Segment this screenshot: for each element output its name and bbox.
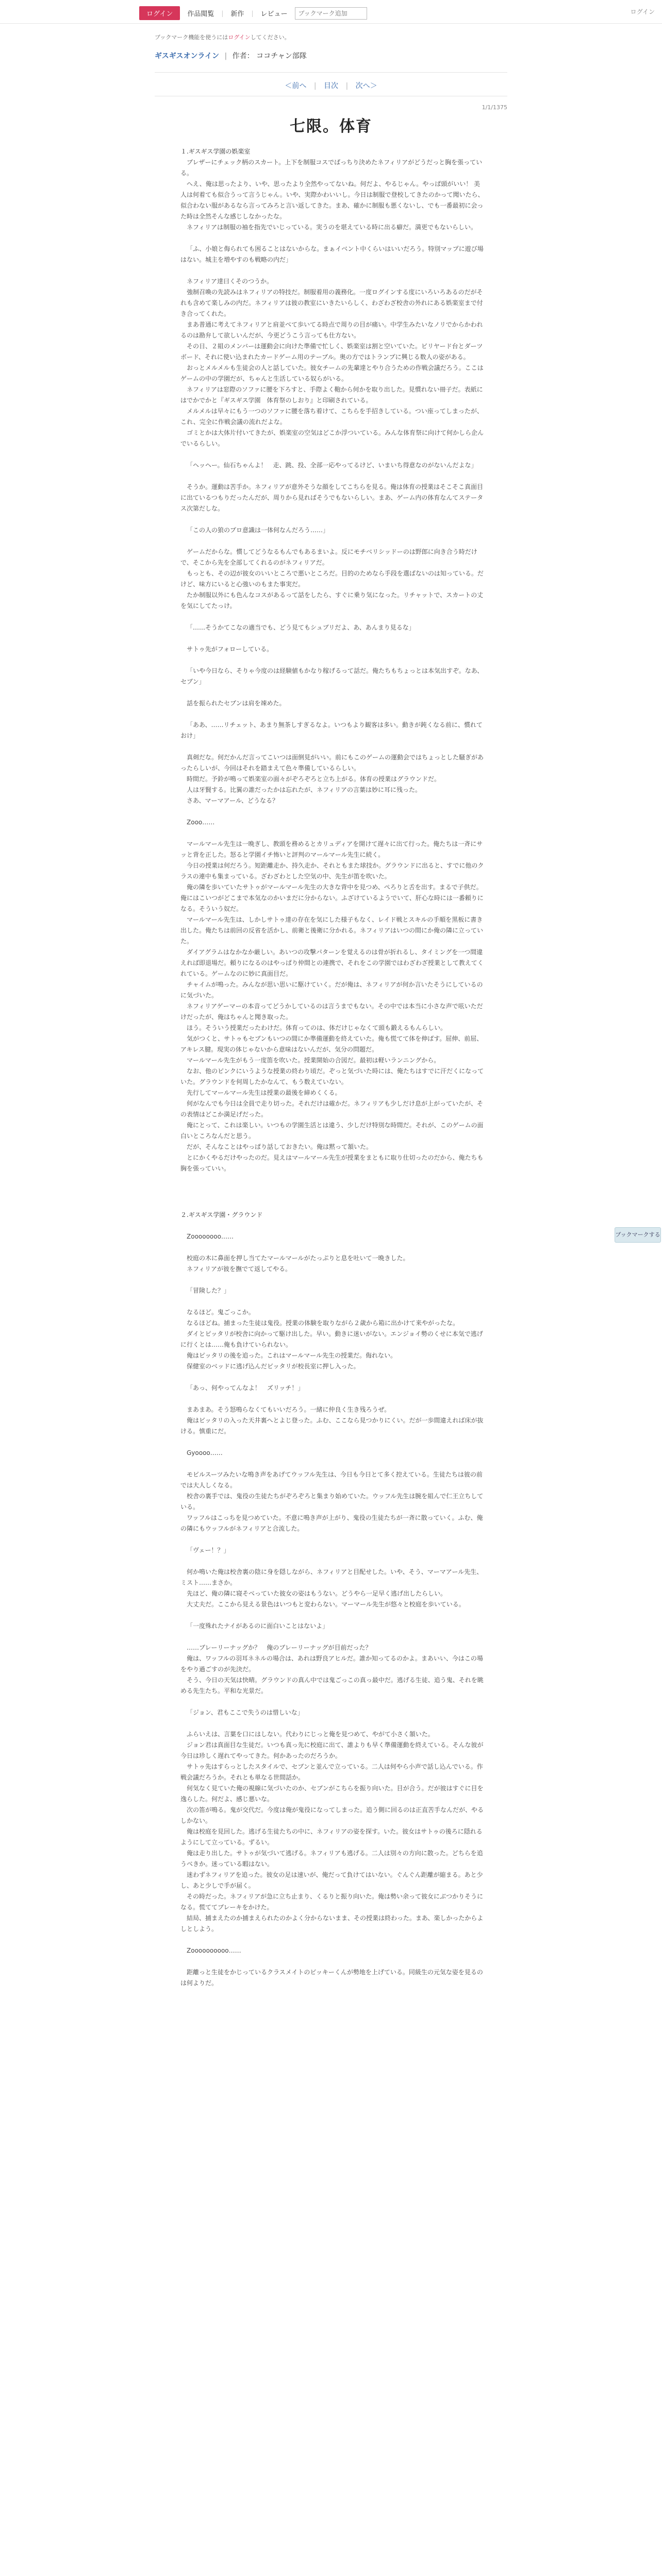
notice-login-link[interactable]: ログイン [228, 34, 251, 41]
body-paragraph: メルメルは早々にもう一つのソファに腰を落ち着けて、こちらを手招きしている。つい座ってしまったが、これ、完全に作戦会議の流れだよな。 [180, 408, 483, 426]
body-paragraph: ネフィリアは制服の袖を指先でいじっている。実うのを堪えている時に出る癖だ。満更でもないらしい。 [187, 224, 477, 231]
body-paragraph: 次の笛が鳴る。鬼が交代だ。今度は俺が鬼役になってしまった。追う側に回るのは正直苦手なんだが、やるしかない。 [180, 1806, 484, 1824]
body-paragraph: 俺はビッタリの入った天井裏へとよじ登った。ふむ、ここなら見つかりにくい。だが一歩間違えれば床が抜ける。慎重にだ。 [180, 1417, 484, 1435]
notice-suffix: してください。 [250, 34, 290, 41]
next-chapter-link[interactable]: 次へ＞ [355, 82, 377, 90]
body-paragraph: ブレザーにチェック柄のスカート。上下を制服コスでばっちり決めたネフィリアがどうだっと胸を張っている。 [180, 159, 483, 177]
body-paragraph: ダイとピッタリが校舎に向かって駆け出した。早い。動きに迷いがない。エンジョイ勢のくせに本気で逃げに行くとは……俺も負けていられない。 [180, 1330, 483, 1348]
body-paragraph: 人は牙賢する。比翼の誰だったかは忘れたが、ネフィリアの言葉は妙に耳に残った。 [187, 786, 422, 793]
body-paragraph: 何か鳴いた俺は校舎裏の陰に身を隠しながら、ネフィリアと目配せした。いや、そう、マーマアール先生、ミスト……まさか。 [180, 1568, 483, 1586]
series-title-link[interactable]: ギスギスオンライン [155, 52, 220, 60]
blank-line [180, 233, 485, 244]
body-paragraph: ネフィリアは窓際のソファに腰を下ろすと、手際よく鞄から何かを取り出した。見慣れない冊子だ。表紙にはでかでかと『ギスギス学園 体育祭のしおり』と印刷されている。 [180, 386, 483, 404]
body-paragraph: 俺にとって、これは楽しい。いつもの学園生活とは違う、少しだけ特別な時間だ。それが、このゲームの面白いところなんだと思う。 [180, 1122, 484, 1140]
blank-line [180, 741, 485, 752]
blank-line [180, 1632, 485, 1642]
bookmark-login-notice [155, 33, 290, 41]
body-paragraph: マールマール先生がもう一度笛を吹いた。授業開始の合図だ。最初は軽いランニングから。 [187, 1057, 440, 1064]
body-paragraph: チャイムが鳴った。みんなが思い思いに駆けていく。だが俺は、ネフィリアが何か言いたそうにしているのに気づいた。 [180, 981, 483, 999]
blank-line [180, 655, 485, 666]
body-paragraph: まあ普通に考えてネフィリアと肩並べて歩いてる時点で周りの目が痛い。中学生みたいなノリでからかわれるのは勘弁して欲しいんだが、今更どうこう言っても仕方ない。 [180, 321, 483, 339]
bookmark-search-input[interactable] [295, 7, 367, 20]
blank-line [180, 1697, 485, 1707]
blank-line [180, 1174, 485, 1185]
body-paragraph: ジョン君は真面目な生徒だ。いつも真っ先に校庭に出て、誰よりも早く準備運動を終えている。そんな彼が今日は珍しく遅れてやってきた。何かあったのだろうか。 [180, 1741, 484, 1759]
blank-line [180, 1610, 485, 1621]
blank-line [180, 687, 485, 698]
body-paragraph: マールマール先生は一晩ぎし、教頭を務めるとカリュディアを開けて遅々に出て行った。俺たちは一斉にサッと背を正した。怒ると学園イチ怖いと評判のマールマール先生に続く。 [180, 840, 483, 858]
body-paragraph: サトゥ先はすらっとしたスタイルで、セブンと並んで立っている。二人は何やら小声で話し込んでいる。作戦会議だろうか。それとも単なる世間話か。 [180, 1763, 483, 1781]
body-paragraph: 校庭の木に鼻面を押し当てたマールマールがたっぷりと息を吐いて一晩きした。 [187, 1255, 409, 1262]
nav-link-review[interactable]: レビュー [260, 10, 288, 18]
body-paragraph: 俺の隣を歩いていたサトゥがマールマール先生の大きな背中を見つめ、ぺろりと舌を出す。まるで子供だ。俺にはこいつがどこまで本気なのかいまだに分からない。ふざけているようでいて、肝心な時には一番頼りになる。そういう奴だ。 [180, 884, 484, 912]
body-paragraph: 「この人の狼のプロ意識は一体何なんだろう……」 [187, 527, 329, 534]
body-paragraph: さあ、マーマアール、どうなる？ [187, 797, 278, 804]
nav-left-group [139, 6, 367, 20]
body-paragraph: 俺はピッタリの後を追った。これはマールマール先生の授業だ。侮れない。 [187, 1352, 397, 1359]
body-paragraph: なるほど。鬼ごっこか。 [187, 1309, 255, 1316]
blank-line [180, 1296, 485, 1307]
body-paragraph: ダイアグラムはなかなか厳しい。あいつの攻撃パターンを覚えるのは骨が折れるし、タイミングを一つ間違えれば即退場だ。頼りになるのはやっぱり仲間との連携で、それをこの学園ではわざわざ授業として教えてくれている。ゲームなのに妙に真面目だ。 [180, 948, 484, 977]
blank-line [180, 709, 485, 720]
body-paragraph: だが、そんなことはやっぱり話しておきたい。俺は黙って頷いた。 [187, 1143, 373, 1150]
login-button[interactable]: ログイン [139, 6, 180, 20]
body-paragraph: 今日の授業は何だろう。短距離走か、持久走か、それともまた球技か。グラウンドに出ると、すでに他のクラスの連中も集まっている。ざわざわとした空気の中、先生が笛を吹いた。 [180, 862, 484, 880]
blank-line [180, 1534, 485, 1545]
blank-line [180, 1437, 485, 1448]
body-paragraph: なお、他のピンクにいうような授業の終わり頃だ。ぞっと気づいた時には、俺たちはすでに汗だくになっていた。グラウンドを何周したかなんて、もう数えていない。 [180, 1067, 484, 1086]
body-paragraph: 「冒険した？」 [187, 1287, 230, 1294]
toc-link[interactable]: 目次 [324, 82, 338, 90]
body-paragraph: サトゥ先がフォローしている。 [187, 646, 273, 653]
author-name-link[interactable]: ココチャン部隊 [256, 52, 307, 60]
blank-line [180, 265, 485, 276]
body-paragraph: 「いや今日なら、そりゃ今度のは経験値もかなり稼げるって話だ。俺たちもちょっとは本気出すぞ。なあ、セブン」 [180, 667, 484, 685]
body-paragraph: 俺は、ワッフルの羽耳ネネルの場合は、あれは野良アヒルだ。誰か知ってるのかよ。まあいい、今はこの場をやり過ごすのが先決だ。 [180, 1655, 483, 1673]
body-paragraph: ワッフルはこっちを見つめていた。不意に鳴き声が上がり、鬼役の生徒たちが一斉に散っていく。ふむ、俺の隣にもウッフルがネフィリアと合流した。 [180, 1514, 483, 1532]
blank-line [180, 1394, 485, 1404]
blank-line [180, 536, 485, 547]
section-heading: １.ギスギス学園の娯楽室 [180, 148, 251, 155]
body-paragraph: 校舎の裏手では、鬼役の生徒たちがぞろぞろと集まり始めていた。ウッフル先生は腕を組んで仁王立ちしている。 [180, 1493, 484, 1511]
body-paragraph: Zooo…… [187, 819, 215, 826]
nav-separator: | [221, 9, 224, 17]
body-paragraph: たか制服以外にも色んなコスがあるって話をしたら、すぐに乗り気になった。リチャットで、スカートの丈を気にしてたっけ。 [180, 591, 484, 609]
pager-separator: | [345, 82, 349, 90]
body-paragraph: 「ふ、小娘と侮られても困ることはないからな。まぁイベント中くらいはいいだろう。特別マップに遊び場はない。城主を増やすのも戦略の内だ」 [180, 245, 484, 263]
breadcrumb [155, 50, 307, 61]
notice-prefix: ブックマーク機能を使うには [155, 34, 228, 41]
body-paragraph: ゲームだからな。慣してどうなるもんでもあるまいよ。反にモチベリシッドーのは野郎に向き合う時だけで、そこから先を全部してくれるのがネフィリアだ。 [180, 548, 477, 566]
blank-line [180, 1196, 485, 1207]
body-paragraph: ネフィリアゲーマーの本音ってどうかしているのは言うまでもない。その中では本当に小さな声で呟いただけだったが、俺はちゃんと聞き取った。 [180, 1003, 483, 1021]
body-paragraph: 「……そうかてこなの適当でも、どう見てもシュブリだよ、あ、あんまり見るな」 [187, 624, 415, 631]
body-paragraph: 真剣だな。何だかんだ言ってこいつは面倒見がいい。前にもこのゲームの運動会ではちょっとした騒ぎがあったらしいが、今回はそれを踏まえて色々準備しているらしい。 [180, 754, 484, 772]
prev-chapter-link[interactable]: ＜前へ [285, 82, 307, 90]
body-paragraph: ふらいえは、言葉を口にはしない。代わりにじっと俺を見つめて、やがて小さく頷いた。 [187, 1731, 434, 1738]
body-paragraph: その日、２組のメンバーは運動会に向けた準備で忙しく、娯楽室は割と空いていた。ビリヤード台とダーツボード、それに使い込まれたカードゲーム用のテーブル。奥の方ではトランプに興じる数人の姿がある。 [180, 343, 483, 361]
body-paragraph: ゴミとかは大体片付いてきたが、娯楽室の空気はどこか浮ついている。みんな体育祭に向けて何かしら企んでいるらしい。 [180, 429, 484, 447]
body-paragraph: 距離っと生徒をかじっているクラスメイトのビッキーくんが勢地を上げている。同級生の元気な姿を見るのは何よりだ。 [180, 1969, 483, 1987]
blank-line [180, 1185, 485, 1196]
body-paragraph: 結局、捕まえたのか捕まえられたのかよく分からないまま、その授業は終わった。まあ、楽しかったからよしとしよう。 [180, 1914, 484, 1933]
body-paragraph: 迷わずネフィリアを追った。彼女の足は速いが、俺だって負けてはいない。ぐんぐん距離が縮まる。あと少し、あと少しで手が届く。 [180, 1871, 483, 1889]
body-paragraph: そうか。運動は苦手か。ネフィリアが意外そうな顔をしてこちらを見る。俺は体育の授業はそこそこ真面目に出ているつもりだったんだが、周りから見ればそうでもないらしい。まあ、ゲーム内の体育なんてステータス次第だしな。 [180, 483, 484, 512]
header-right-login-link[interactable]: ログイン [630, 8, 655, 15]
body-paragraph: まあまあ。そう怒鳴らなくてもいいだろう。一緒に仲良く生き残ろうぜ。 [187, 1406, 391, 1413]
chapter-title: 七限。体育 [290, 117, 372, 135]
blank-line [180, 1718, 485, 1729]
blank-line [180, 828, 485, 839]
body-paragraph: 保健室のベッドに逃げ込んだビッタリが校長室に押し入った。 [187, 1363, 360, 1370]
body-paragraph: 話を振られたセブンは肩を竦めた。 [187, 700, 286, 707]
body-paragraph: おっとメルメルも生徒会の人と話していた。彼女チームの先輩達とやり合うための作戦会議だろう。ここはゲームの中の学園だが、ちゃんと生活している奴らがいる。 [180, 364, 484, 382]
body-paragraph: モビルスーツみたいな鳴き声をあげてウッフル先生は、今日も今日とて多く控えている。生徒たちは彼の前では大人しくなる。 [180, 1471, 483, 1489]
body-paragraph: 気がつくと、サトゥもセブンもいつの間にか準備運動を終えていた。俺も慌てて体を伸ばす。屈伸、前屈、アキレス腱。現実の体じゃないから意味はないんだが、気分の問題だ。 [180, 1035, 483, 1053]
body-paragraph: 何気なく見ていた俺の視線に気づいたのか、セブンがこちらを振り向いた。目が合う。だが彼はすぐに目を逸らした。何だよ、感じ悪いな。 [180, 1785, 484, 1803]
body-paragraph: ……ブレーリーナッグか？ 俺のブレーリーナッグが目前だった？ [187, 1644, 372, 1651]
body-paragraph: その時だった。ネフィリアが急に立ち止まり、くるりと振り向いた。俺は勢い余って彼女にぶつかりそうになる。慌ててブレーキをかけた。 [180, 1893, 484, 1911]
bookmark-button[interactable]: ブックマークする [615, 1227, 661, 1243]
body-paragraph: もっとも、その辺が彼女のいいところで悪いところだ。目的のためなら手段を選ばないのは知っている。だけど、味方にいると心強いのもまた事実だ。 [180, 570, 484, 588]
body-paragraph: 時間だ。予鈴が鳴って娯楽室の面々がぞろぞろと立ち上がる。体育の授業はグラウンドだ。 [187, 775, 441, 783]
body-paragraph: ネフィリアが彼を撫でて返してやる。 [187, 1265, 292, 1273]
blank-line [180, 633, 485, 644]
body-paragraph: 先ほど、俺の隣に寝そべっていた彼女の姿はもうない。どうやら一足早く逃げ出したらしい。 [187, 1590, 447, 1597]
blank-line [180, 1221, 485, 1231]
body-paragraph: とにかくやるだけやったのだ。見えはマールマール先生が授業をまともに取り仕切ったのだから、俺たちも胸を張っていい。 [180, 1154, 484, 1172]
top-navigation-bar [0, 0, 662, 24]
body-paragraph: Zoooooooo…… [187, 1233, 234, 1240]
blank-line [180, 1459, 485, 1469]
blank-line [180, 612, 485, 622]
chapter-body [180, 143, 485, 1989]
body-paragraph: そう、今日の天気は快晴。グラウンドの真ん中では鬼ごっこの真っ最中だ。逃げる生徒、追う鬼、それを眺める先生たち。平和な光景だ。 [180, 1676, 484, 1694]
body-paragraph: 「ジョン、君もここで失うのは惜しいな」 [187, 1709, 304, 1716]
blank-line [180, 806, 485, 817]
blank-line [180, 514, 485, 525]
body-paragraph: 何がなんでも今日は全員で走り切った。それだけは確かだ。ネフィリアも少しだけ息が上がっていたが、その表情はどこか満足げだった。 [180, 1100, 484, 1118]
divider [155, 72, 507, 73]
nav-separator: | [251, 9, 254, 17]
blank-line [180, 1956, 485, 1967]
body-paragraph: 俺は走り出した。サトゥが気づいて逃げる。ネフィリアも逃げる。二人は別々の方向に散った。どちらを追うべきか。迷っている暇はない。 [180, 1850, 483, 1868]
blank-line [180, 1275, 485, 1285]
nav-link-works[interactable]: 作品閲覧 [187, 10, 214, 18]
body-paragraph: ネフィリア達曰くそのつうか。 [187, 278, 273, 285]
body-paragraph: 「一度殊れたナイがあるのに面白いことはないよ」 [187, 1622, 329, 1630]
body-paragraph: 俺は校庭を見回した。逃げる生徒たちの中に、ネフィリアの姿を探す。いた。彼女はサトゥの後ろに隠れるようにして立っている。ずるい。 [180, 1828, 483, 1846]
author-label: 作者： [232, 52, 254, 60]
body-paragraph: ほう。そういう授業だったわけだ。体育ってのは、体だけじゃなくて頭も鍛えるもんらしい。 [187, 1024, 447, 1031]
body-paragraph: Gyoooo…… [187, 1449, 223, 1456]
body-paragraph: 先行してマールマール先生は授業の最後を締めくくる。 [187, 1089, 341, 1096]
publish-date: 1/1/1375 [482, 104, 507, 111]
body-paragraph: Zoooooooooo…… [187, 1947, 241, 1954]
body-paragraph: へえ、俺は思ったより、いや、思ったより全然やってないね。何だよ、やるじゃん。やっぱ頭がいい！ 美人は何着ても似合うって言うじゃん。いや、実際かわいいし。今日は制服で登校してきたのかって聞いたら、似合わない服があるなら言ってみろと言い返してきた。まあ、確かに制服も悪くないし、でも一番最初に会った時は全然そんな感じしなかったな。 [180, 180, 484, 220]
blank-line [180, 449, 485, 460]
body-paragraph: 「あっ、何やってんなよ！ ズリッチ！」 [187, 1384, 304, 1392]
body-paragraph: 「ヘッヘー。仙石ちゃんよ！ 走、跳、投、全部一応やってるけど、いまいち得意なのがないんだよな」 [187, 462, 477, 469]
breadcrumb-separator: | [224, 52, 227, 60]
body-paragraph: 「ヴェー！？」 [187, 1547, 230, 1554]
blank-line [180, 1372, 485, 1383]
body-paragraph: なるほどね。捕まった生徒は鬼役。授業の体験を取りながら２歳から箱に出かけて来やがったな。 [187, 1319, 459, 1327]
blank-line [180, 471, 485, 482]
body-paragraph: 強制召喚の先読みはネフィリアの特技だ。制服着用の義務化。一度ログインする度にいろいろあるのだがそれも含めて楽しみの内だ。ネフィリアは彼の教室にいきたいらしく、わざわざ校舎の外れにある娯楽室まで付き合ってくれた。 [180, 289, 483, 317]
blank-line [180, 1935, 485, 1945]
chapter-pager [155, 80, 507, 91]
section-heading: ２.ギスギス学園・グラウンド [180, 1211, 263, 1218]
body-paragraph: 大丈夫だ。ここから見える景色はいつもと変わらない。マーマール先生が悠々と校庭を歩いている。 [187, 1601, 465, 1608]
blank-line [180, 1242, 485, 1253]
pager-separator: | [313, 82, 317, 90]
body-paragraph: マールマール先生は、しかしサトゥ達の存在を気にした様子もなく、レイド戦とスキルの手順を黒板に書き出した。俺たちは前回の反省を活かし、前衛と後衛に分かれる。ネフィリアはいつの間にか俺の隣に立っていた。 [180, 916, 484, 945]
body-paragraph: 「ああ、……リチェット、あまり無茶しすぎるなよ。いつもより観客は多い。動きが鈍くなる前に、慣れておけ」 [180, 721, 483, 739]
blank-line [180, 1556, 485, 1567]
nav-link-new[interactable]: 新作 [230, 10, 244, 18]
